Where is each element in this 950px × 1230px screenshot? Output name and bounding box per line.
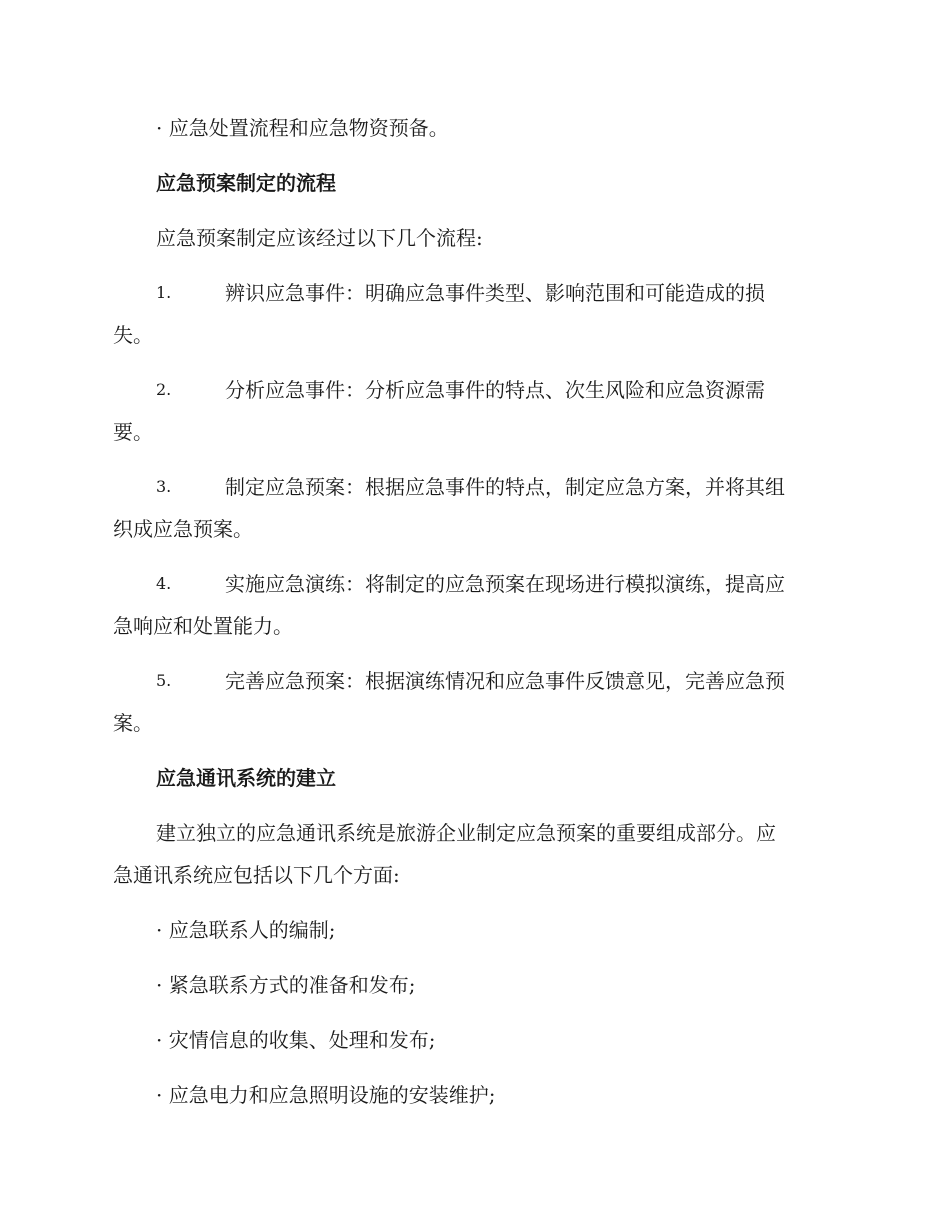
item-text: 制定应急预案：根据应急事件的特点，制定应急方案，并将其组 bbox=[225, 475, 785, 499]
item-number: 5. bbox=[156, 671, 172, 690]
bullet-item: · 紧急联系方式的准备和发布; bbox=[156, 973, 416, 997]
item-number: 2. bbox=[156, 380, 172, 399]
paragraph: 应急预案制定应该经过以下几个流程: bbox=[156, 226, 483, 250]
item-text-continued: 织成应急预案。 bbox=[113, 517, 253, 541]
item-number: 1. bbox=[156, 283, 172, 302]
item-text: 辨识应急事件：明确应急事件类型、影响范围和可能造成的损 bbox=[225, 281, 765, 305]
paragraph: 建立独立的应急通讯系统是旅游企业制定应急预案的重要组成部分。应 bbox=[156, 821, 776, 845]
bullet-item: · 应急联系人的编制; bbox=[156, 918, 336, 942]
item-text: 完善应急预案：根据演练情况和应急事件反馈意见，完善应急预 bbox=[225, 669, 785, 693]
section-heading: 应急预案制定的流程 bbox=[156, 171, 336, 195]
bullet-item: · 灾情信息的收集、处理和发布; bbox=[156, 1028, 436, 1052]
paragraph-continued: 急通讯系统应包括以下几个方面: bbox=[113, 863, 400, 887]
item-text-continued: 失。 bbox=[113, 323, 153, 347]
item-text: 分析应急事件：分析应急事件的特点、次生风险和应急资源需 bbox=[225, 378, 765, 402]
item-text-continued: 案。 bbox=[113, 711, 153, 735]
item-text-continued: 急响应和处置能力。 bbox=[113, 614, 293, 638]
bullet-item: · 应急处置流程和应急物资预备。 bbox=[156, 116, 449, 140]
section-heading: 应急通讯系统的建立 bbox=[156, 766, 336, 790]
item-number: 3. bbox=[156, 477, 172, 496]
bullet-item: · 应急电力和应急照明设施的安装维护; bbox=[156, 1083, 496, 1107]
item-text: 实施应急演练：将制定的应急预案在现场进行模拟演练，提高应 bbox=[225, 572, 785, 596]
item-number: 4. bbox=[156, 574, 172, 593]
item-text-continued: 要。 bbox=[113, 420, 153, 444]
